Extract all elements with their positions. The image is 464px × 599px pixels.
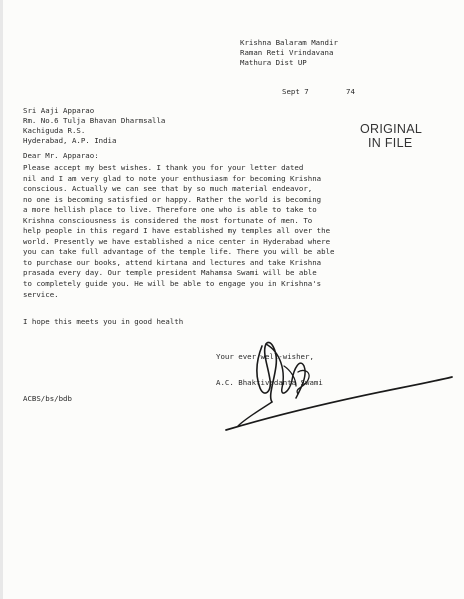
body-line: Krishna consciousness is considered the most fortunate of men. To xyxy=(23,215,313,225)
recipient-block xyxy=(23,106,165,146)
stamp-line: IN FILE xyxy=(368,136,413,150)
address-block xyxy=(240,38,338,68)
original-in-file-stamp xyxy=(360,122,422,150)
body-line: world. Presently we have established a nice center in Hyderabad where xyxy=(23,236,331,246)
body-line: prasada every day. Our temple president Mahamsa Swami will be able xyxy=(23,268,317,278)
body-line: Please accept my best wishes. I thank you for your letter dated xyxy=(23,163,304,172)
address-line: Mathura Dist UP xyxy=(240,58,307,67)
recipient-line: Kachiguda R.S. xyxy=(23,126,86,135)
closing-paragraph: I hope this meets you in good health xyxy=(23,317,184,326)
body-line: a more hellish place to live. Therefore one who is able to take to xyxy=(23,205,317,215)
stamp-line: ORIGINAL xyxy=(360,122,423,136)
body-line: no one is becoming satisfied or happy. Rather the world is becoming xyxy=(23,194,322,204)
body-line: nil and I am very glad to note your enthusiasm for becoming Krishna xyxy=(23,173,322,183)
letter-date: Sept 7 xyxy=(282,87,309,96)
address-line: Krishna Balaram Mandir xyxy=(240,38,338,47)
sender-name: A.C. Bhaktivedanta Swami xyxy=(216,378,323,387)
body-line: help people in this regard I have established my temples all over the xyxy=(23,226,331,236)
letter-body xyxy=(23,163,334,300)
address-line: Raman Reti Vrindavana xyxy=(240,48,334,57)
letter-year: 74 xyxy=(346,87,355,96)
body-line: service. xyxy=(23,289,59,299)
body-line: conscious. Actually we can see that by so much material endeavor, xyxy=(23,184,313,194)
signoff: Your ever well-wisher, xyxy=(216,352,314,361)
body-line: you can take full advantage of the temple life. There you will be able xyxy=(23,247,335,257)
salutation: Dear Mr. Apparao: xyxy=(23,151,99,160)
recipient-line: Sri Aaji Apparao xyxy=(23,106,95,115)
recipient-line: Rm. No.6 Tulja Bhavan Dharmsalla xyxy=(23,116,166,125)
body-line: to purchase our books, attend kirtana and lectures and take Krishna xyxy=(23,257,322,267)
recipient-line: Hyderabad, A.P. India xyxy=(23,136,117,145)
scan-edge xyxy=(0,0,3,599)
body-line: to completely guide you. He will be able to engage you in Krishna's xyxy=(23,279,322,289)
reference-initials: ACBS/bs/bdb xyxy=(23,394,72,403)
